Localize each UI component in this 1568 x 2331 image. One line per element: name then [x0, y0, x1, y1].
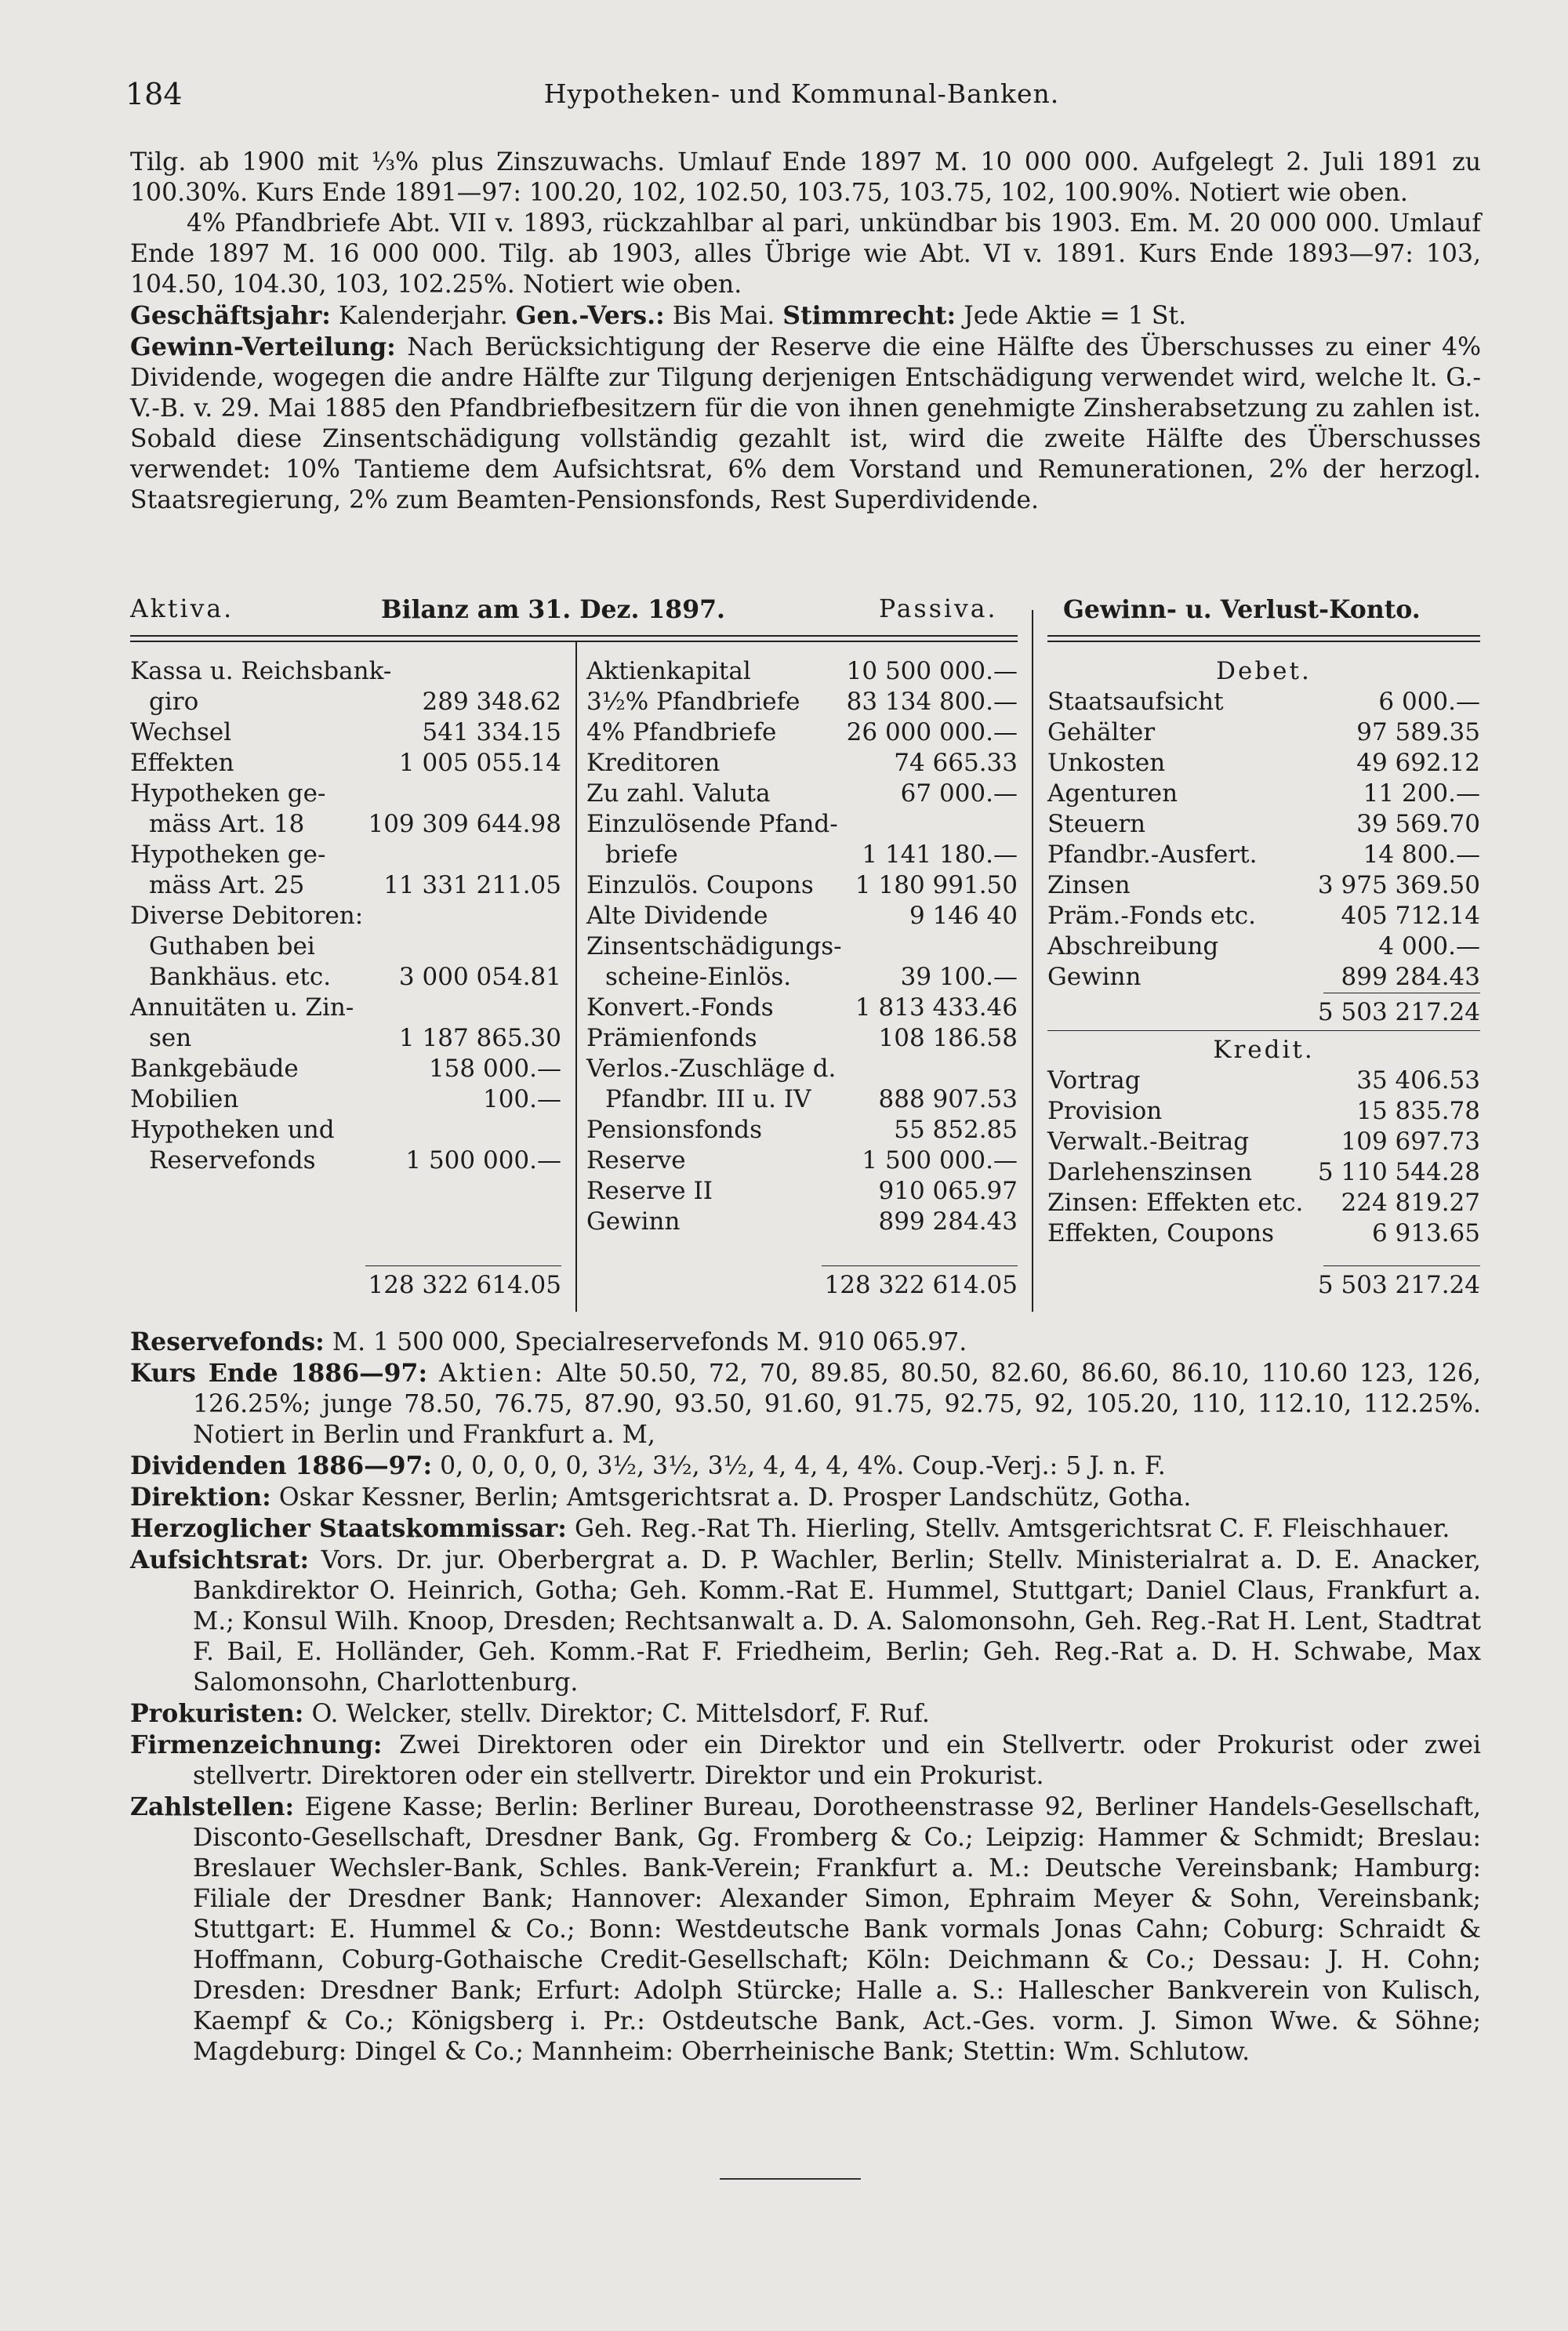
aktiva-row-label: Annuitäten u. Zin-: [130, 993, 354, 1022]
bilanz-top-rule: [130, 635, 1018, 637]
debet-total: 5 503 217.24: [1317, 998, 1480, 1026]
debet-row-amount: 6 000.—: [1378, 688, 1480, 716]
dividenden-entry: [130, 1451, 1481, 1482]
aktiva-row-label: Mobilien: [130, 1085, 239, 1113]
guv-top-rule: [1047, 635, 1480, 637]
passiva-row-amount: 74 665.33: [894, 749, 1018, 777]
debet-row-label: Abschreibung: [1047, 932, 1219, 960]
bilanz-title: Bilanz am 31. Dez. 1897.: [381, 595, 726, 624]
kurs-aktien-label: Aktien:: [438, 1360, 546, 1388]
guv-divider-line: [1032, 610, 1033, 1312]
staatskommissar-label: Herzoglicher Staatskommissar:: [130, 1514, 567, 1543]
passiva-row-amount: 899 284.43: [878, 1207, 1018, 1236]
passiva-row-label: briefe: [605, 841, 678, 869]
kredit-row-label: Provision: [1047, 1097, 1163, 1125]
direktion-text: Oskar Kessner, Berlin; Amtsgerichtsrat a. D. Prosper Landschütz, Gotha.: [278, 1483, 1192, 1512]
debet-row-amount: 4 000.—: [1378, 932, 1480, 960]
passiva-label: Passiva.: [879, 595, 998, 623]
debet-row-label: Pfandbr.-Ausfert.: [1047, 841, 1258, 869]
aktiva-row-label: giro: [149, 688, 199, 716]
aktiva-row-amount: 11 331 211.05: [383, 871, 561, 899]
aufsichtsrat-text: Vors. Dr. jur. Oberbergrat a. D. P. Wachler, Berlin; Stellv. Ministerialrat a. D. E. Anacker, Bankdirektor O. Heinrich, Gotha; Geh. Komm.-Rat E. Hummel, Stuttgart; Daniel Claus, Frankfurt a. M.; Konsul Wilh. Knoop, Dresden; Rechtsanwalt a. D. A. Salomonsohn, Geh. Reg.-Rat H. Lent, Stadtrat F. Bail, E. Holländer, Geh. Komm.-Rat F. Friedheim, Berlin; Geh. Reg.-Rat a. D. H. Schwabe, Max Salomonsohn, Charlottenburg.: [193, 1546, 1482, 1697]
meeting-info: [130, 300, 1481, 332]
passiva-row-label: 4% Pfandbriefe: [586, 718, 777, 746]
debet-row-amount: 49 692.12: [1356, 749, 1480, 777]
kredit-row-amount: 224 819.27: [1341, 1189, 1480, 1217]
passiva-row-label: Einzulösende Pfand-: [586, 810, 838, 838]
passiva-row-label: Konvert.-Fonds: [586, 993, 774, 1022]
aktiva-row-label: mäss Art. 18: [149, 810, 305, 838]
stimmrecht-value: Jede Aktie = 1 St.: [964, 302, 1187, 330]
passiva-row-amount: 83 134 800.—: [846, 688, 1018, 716]
geschaeftsjahr-value: Kalenderjahr.: [338, 302, 508, 330]
kurs-entry: [130, 1358, 1481, 1451]
passiva-row-amount: 67 000.—: [900, 779, 1018, 808]
aktiva-row-label: Reservefonds: [149, 1146, 316, 1175]
aktiva-label: Aktiva.: [130, 595, 234, 623]
passiva-row-amount: 1 500 000.—: [862, 1146, 1018, 1175]
zahlstellen-text: Eigene Kasse; Berlin: Berliner Bureau, Dorotheenstrasse 92, Berliner Handels-Gesellschaft, Disconto-Gesellschaft, Dresdner Bank, Gg. Fromberg & Co.; Leipzig: Hammer & Schmidt; Breslau: Breslauer Wechsler-Bank, Schles. Bank-Verein; Frankfurt a. M.: Deutsche Vereinsbank; Hamburg: Filiale der Dresdner Bank; Hannover: Alexander Simon, Ephraim Meyer & Sohn, Vereinsbank; Stuttgart: E. Hummel & Co.; Bonn: Westdeutsche Bank vormals Jonas Cahn; Coburg: Schraidt & Hoffmann, Coburg-Gothaische Credit-Gesellschaft; Köln: Deichmann & Co.; Dessau: J. H. Cohn; Dresden: Dresdner Bank; Erfurt: Adolph Stürcke; Halle a. S.: Hallescher Bankverein von Kulisch, Kaempf & Co.; Königsberg i. Pr.: Ostdeutsche Bank, Act.-Ges. vorm. J. Simon Wwe. & Söhne; Magdeburg: Dingel & Co.; Mannheim: Oberrheinische Bank; Stettin: Wm. Schlutow.: [193, 1793, 1481, 2066]
gewinn-verteilung: [130, 332, 1481, 516]
reservefonds-label: Reservefonds:: [130, 1327, 325, 1356]
aktiva-row-label: Kassa u. Reichsbank-: [130, 657, 392, 685]
financial-statements: [130, 594, 1480, 1312]
genvers-label: Gen.-Vers.:: [515, 301, 665, 330]
kredit-total-rule: [1323, 1265, 1480, 1266]
aktiva-row-amount: 1 005 055.14: [398, 749, 561, 777]
direktion-label: Direktion:: [130, 1483, 271, 1512]
kredit-row-label: Zinsen: Effekten etc.: [1047, 1189, 1304, 1217]
aktiva-row-label: Hypotheken ge-: [130, 779, 326, 808]
aktiva-row-amount: 100.—: [482, 1085, 561, 1113]
passiva-total-rule: [822, 1265, 1018, 1266]
passiva-row-label: 3½% Pfandbriefe: [586, 688, 800, 716]
running-title: Hypotheken- und Kommunal-Banken.: [543, 78, 1060, 109]
firmenzeichnung-text: Zwei Direktoren oder ein Direktor und ein Stellvertr. oder Prokurist oder zwei stellvertr. Direktoren oder ein stellvertr. Direktor und ein Prokurist.: [193, 1731, 1481, 1790]
reservefonds-text: M. 1 500 000, Specialreservefonds M. 910 065.97.: [332, 1328, 967, 1356]
page-header: [125, 77, 1478, 116]
aktiva-row-amount: 158 000.—: [428, 1055, 561, 1083]
debet-row-label: Steuern: [1047, 810, 1146, 838]
firmenzeichnung-entry: [130, 1730, 1481, 1792]
passiva-row-label: scheine-Einlös.: [605, 963, 792, 991]
geschaeftsjahr-label: Geschäftsjahr:: [130, 301, 331, 330]
debet-row-amount: 3 975 369.50: [1317, 871, 1480, 899]
prokuristen-label: Prokuristen:: [130, 1699, 304, 1728]
aktiva-row-label: Hypotheken und: [130, 1116, 335, 1144]
aktiva-row-amount: 109 309 644.98: [368, 810, 561, 838]
passiva-row-amount: 888 907.53: [878, 1085, 1018, 1113]
passiva-row-label: Einzulös. Coupons: [586, 871, 814, 899]
debet-row-label: Agenturen: [1047, 779, 1178, 808]
passiva-row-amount: 39 100.—: [900, 963, 1018, 991]
passiva-row-amount: 1 813 433.46: [855, 993, 1018, 1022]
intro-section: [130, 147, 1481, 516]
passiva-row-label: Pensionsfonds: [586, 1116, 762, 1144]
direktion-entry: [130, 1482, 1481, 1513]
aktiva-row-amount: 1 500 000.—: [405, 1146, 561, 1175]
passiva-row-label: Zinsentschädigungs-: [586, 932, 842, 960]
passiva-row-label: Aktienkapital: [586, 657, 751, 685]
kredit-row-label: Darlehenszinsen: [1047, 1158, 1253, 1186]
debet-row-amount: 11 200.—: [1363, 779, 1480, 808]
kredit-row-label: Verwalt.-Beitrag: [1047, 1127, 1250, 1156]
passiva-row-label: Verlos.-Zuschläge d.: [586, 1055, 837, 1083]
kredit-row-amount: 6 913.65: [1371, 1219, 1480, 1247]
aktiva-row-label: Hypotheken ge-: [130, 841, 326, 869]
debet-row-amount: 97 589.35: [1356, 718, 1480, 746]
intro-paragraph-2: 4% Pfandbriefe Abt. VII v. 1893, rückzahlbar al pari, unkündbar bis 1903. Em. M. 20 000 000. Umlauf Ende 1897 M. 16 000 000. Tilg. ab 1903, alles Übrige wie Abt. VI v. 1891. Kurs Ende 1893—97: 103, 104.50, 104.30, 103, 102.25%. Notiert wie oben.: [130, 209, 1481, 299]
passiva-row-amount: 10 500 000.—: [846, 657, 1018, 685]
debet-label: Debet.: [1216, 657, 1312, 685]
debet-row-label: Staatsaufsicht: [1047, 688, 1224, 716]
passiva-row-amount: 910 065.97: [878, 1177, 1018, 1205]
prokuristen-text: O. Welcker, stellv. Direktor; C. Mittelsdorf, F. Ruf.: [311, 1700, 930, 1728]
debet-row-label: Präm.-Fonds etc.: [1047, 902, 1256, 930]
bilanz-top-rule-2: [130, 641, 1018, 642]
kurs-text: Alte 50.50, 72, 70, 89.85, 80.50, 82.60, 86.60, 86.10, 110.60 123, 126, 126.25%; junge 78.50, 76.75, 87.90, 93.50, 91.60, 91.75, 92.75, 92, 105.20, 110, 112.10, 112.25%. Notiert in Berlin und Frankfurt a. M,: [193, 1360, 1482, 1449]
aktiva-row-amount: 541 334.15: [422, 718, 561, 746]
gewinn-verteilung-text: Nach Berücksichtigung der Reserve die eine Hälfte des Überschusses zu einer 4% Dividende, wogegen die andre Hälfte zur Tilgung derjenigen Entschädigung verwendet wird, welche lt. G.-V.-B. v. 29. Mai 1885 den Pfandbriefbesitzern für die von ihnen genehmigte Zinsherabsetzung zu zahlen ist. Sobald diese Zinsentschädigung vollständig gezahlt ist, wird die zweite Hälfte des Überschusses verwendet: 10% Tantieme dem Aufsichtsrat, 6% dem Vorstand und Remunerationen, 2% der herzogl. Staatsregierung, 2% zum Beamten-Pensionsfonds, Rest Superdividende.: [130, 333, 1481, 514]
aktiva-row-label: mäss Art. 25: [149, 871, 305, 899]
passiva-row-label: Prämienfonds: [586, 1024, 757, 1052]
passiva-row-amount: 108 186.58: [878, 1024, 1018, 1052]
aktiva-row-amount: 3 000 054.81: [398, 963, 561, 991]
debet-row-label: Gehälter: [1047, 718, 1156, 746]
guv-top-rule-2: [1047, 641, 1480, 642]
aktiva-row-label: Bankgebäude: [130, 1055, 299, 1083]
kredit-row-amount: 15 835.78: [1356, 1097, 1480, 1125]
reservefonds-entry: [130, 1327, 1481, 1358]
aktiva-row-label: Effekten: [130, 749, 234, 777]
debet-row-label: Unkosten: [1047, 749, 1166, 777]
gewinn-verteilung-label: Gewinn-Verteilung:: [130, 332, 396, 361]
guv-title: Gewinn- u. Verlust-Konto.: [1063, 595, 1421, 624]
end-rule: [720, 2178, 861, 2180]
aktiva-row-amount: 289 348.62: [422, 688, 561, 716]
passiva-row-amount: 1 141 180.—: [862, 841, 1018, 869]
staatskommissar-text: Geh. Reg.-Rat Th. Hierling, Stellv. Amtsgerichtsrat C. F. Fleischhauer.: [574, 1515, 1450, 1543]
kredit-top-rule: [1047, 1030, 1480, 1031]
prokuristen-entry: [130, 1698, 1481, 1730]
debet-row-amount: 14 800.—: [1363, 841, 1480, 869]
aktiva-row-label: Wechsel: [130, 718, 232, 746]
firmenzeichnung-label: Firmenzeichnung:: [130, 1730, 383, 1759]
staatskommissar-entry: [130, 1513, 1481, 1545]
aufsichtsrat-entry: [130, 1545, 1481, 1698]
kredit-row-label: Vortrag: [1047, 1066, 1141, 1095]
passiva-row-amount: 26 000 000.—: [846, 718, 1018, 746]
kredit-row-label: Effekten, Coupons: [1047, 1219, 1274, 1247]
page-number: 184: [125, 77, 183, 111]
kredit-row-amount: 35 406.53: [1356, 1066, 1480, 1095]
bilanz-center-line: [575, 641, 577, 1312]
passiva-row-label: Zu zahl. Valuta: [586, 779, 771, 808]
passiva-row-amount: 9 146 40: [909, 902, 1018, 930]
kredit-label: Kredit.: [1213, 1036, 1315, 1064]
passiva-row-label: Alte Dividende: [586, 902, 768, 930]
zahlstellen-entry: [130, 1792, 1481, 2068]
passiva-row-amount: 1 180 991.50: [855, 871, 1018, 899]
passiva-row-label: Gewinn: [586, 1207, 681, 1236]
aktiva-total-rule: [365, 1265, 561, 1266]
debet-row-amount: 39 569.70: [1356, 810, 1480, 838]
passiva-row-label: Reserve: [586, 1146, 686, 1175]
genvers-value: Bis Mai.: [672, 302, 775, 330]
kurs-label: Kurs Ende 1886—97:: [130, 1359, 428, 1388]
debet-row-amount: 405 712.14: [1341, 902, 1480, 930]
debet-row-label: Gewinn: [1047, 963, 1142, 991]
passiva-row-amount: 55 852.85: [894, 1116, 1018, 1144]
intro-paragraph-1: Tilg. ab 1900 mit ⅓% plus Zinszuwachs. Umlauf Ende 1897 M. 10 000 000. Aufgelegt 2. Juli 1891 zu 100.30%. Kurs Ende 1891—97: 100.20, 102, 102.50, 103.75, 103.75, 102, 100.90%. Notiert wie oben.: [130, 148, 1481, 207]
debet-row-label: Zinsen: [1047, 871, 1131, 899]
passiva-row-label: Kreditoren: [586, 749, 720, 777]
debet-row-amount: 899 284.43: [1341, 963, 1480, 991]
aktiva-row-amount: 1 187 865.30: [398, 1024, 561, 1052]
passiva-row-label: Pfandbr. III u. IV: [605, 1085, 811, 1113]
aufsichtsrat-label: Aufsichtsrat:: [130, 1545, 310, 1574]
dividenden-label: Dividenden 1886—97:: [130, 1451, 433, 1480]
aktiva-row-label: Diverse Debitoren:: [130, 902, 364, 930]
kredit-row-amount: 109 697.73: [1341, 1127, 1480, 1156]
passiva-total: 128 322 614.05: [824, 1271, 1018, 1299]
kredit-row-amount: 5 110 544.28: [1317, 1158, 1480, 1186]
zahlstellen-label: Zahlstellen:: [130, 1792, 295, 1821]
aktiva-row-label: sen: [149, 1024, 192, 1052]
stimmrecht-label: Stimmrecht:: [782, 301, 956, 330]
kredit-total: 5 503 217.24: [1317, 1271, 1480, 1299]
dividenden-text: 0, 0, 0, 0, 0, 3½, 3½, 3½, 4, 4, 4, 4%. Coup.-Verj.: 5 J. n. F.: [440, 1452, 1166, 1480]
aktiva-row-label: Guthaben bei: [149, 932, 315, 960]
passiva-row-label: Reserve II: [586, 1177, 713, 1205]
aktiva-total: 128 322 614.05: [368, 1271, 561, 1299]
company-details: [130, 1327, 1481, 2068]
aktiva-row-label: Bankhäus. etc.: [149, 963, 332, 991]
